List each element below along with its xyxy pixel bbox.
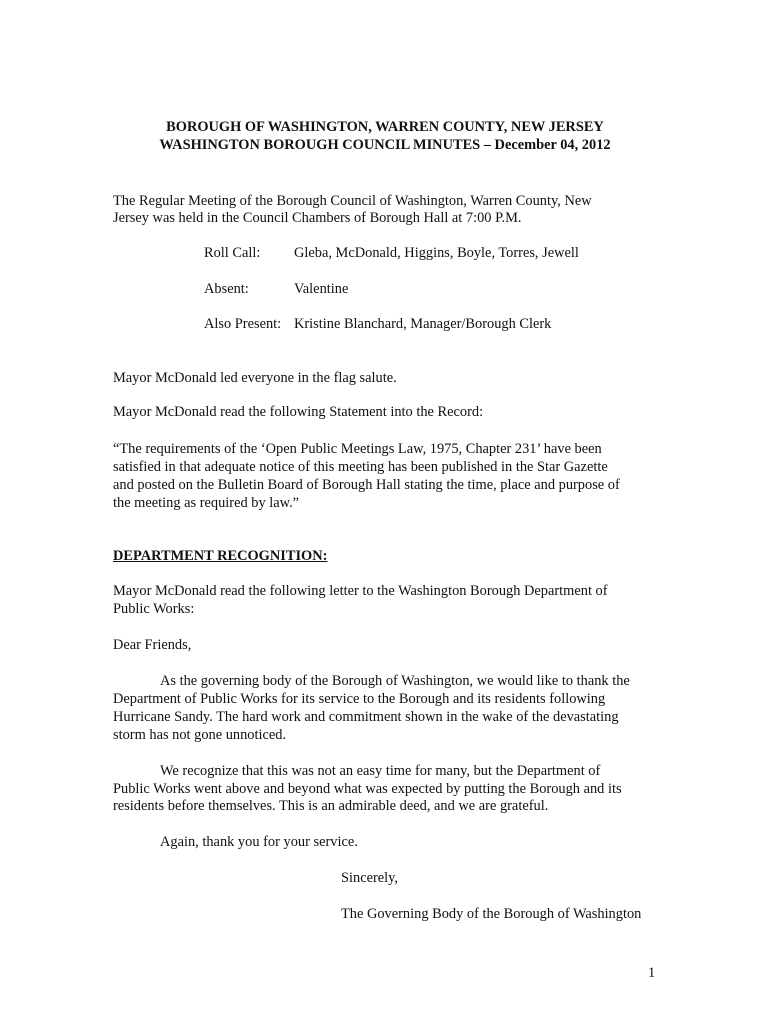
letter-salutation: Dear Friends, [113, 637, 192, 653]
section-heading: DEPARTMENT RECOGNITION: [113, 548, 328, 564]
letter-para2-line-3: residents before themselves. This is an admirable deed, and we are grateful. [113, 798, 549, 814]
letter-para2-line-1: We recognize that this was not an easy time for many, but the Department of [160, 763, 601, 779]
also-present-label: Also Present: [204, 316, 282, 332]
letter-para1-line-3: Hurricane Sandy. The hard work and commitment shown in the wake of the devastating [113, 709, 619, 725]
intro-line-1: The Regular Meeting of the Borough Council of Washington, Warren County, New [113, 193, 592, 209]
letter-para1-line-2: Department of Public Works for its service to the Borough and its residents following [113, 691, 606, 707]
recognition-intro-line-2: Public Works: [113, 601, 195, 617]
recognition-intro-line-1: Mayor McDonald read the following letter to the Washington Borough Department of [113, 583, 608, 599]
page-number: 1 [648, 965, 656, 981]
statement-line-3: and posted on the Bulletin Board of Borough Hall stating the time, place and purpose of [113, 477, 620, 493]
header-line-2: WASHINGTON BOROUGH COUNCIL MINUTES – December 04, 2012 [159, 137, 611, 153]
letter-para3: Again, thank you for your service. [160, 834, 358, 850]
absent-value: Valentine [294, 281, 349, 297]
letter-signature: The Governing Body of the Borough of Washington [341, 906, 642, 922]
statement-line-2: satisfied in that adequate notice of this meeting has been published in the Star Gazette [113, 459, 608, 475]
letter-para2-line-2: Public Works went above and beyond what was expected by putting the Borough and its [113, 781, 622, 797]
header-line-1: BOROUGH OF WASHINGTON, WARREN COUNTY, NEW JERSEY [166, 119, 604, 135]
statement-line-4: the meeting as required by law.” [113, 495, 300, 511]
letter-para1-line-1: As the governing body of the Borough of Washington, we would like to thank the [160, 673, 630, 689]
letter-para1-line-4: storm has not gone unnoticed. [113, 727, 287, 743]
also-present-value: Kristine Blanchard, Manager/Borough Clerk [294, 316, 552, 332]
roll-call-value: Gleba, McDonald, Higgins, Boyle, Torres, Jewell [294, 245, 579, 261]
flag-salute-text: Mayor McDonald led everyone in the flag salute. [113, 370, 397, 386]
intro-line-2: Jersey was held in the Council Chambers of Borough Hall at 7:00 P.M. [113, 210, 522, 226]
statement-intro: Mayor McDonald read the following Statement into the Record: [113, 404, 484, 420]
absent-label: Absent: [204, 281, 249, 297]
letter-closing: Sincerely, [341, 870, 399, 886]
statement-line-1: “The requirements of the ‘Open Public Meetings Law, 1975, Chapter 231’ have been [113, 441, 602, 457]
roll-call-label: Roll Call: [204, 245, 261, 261]
